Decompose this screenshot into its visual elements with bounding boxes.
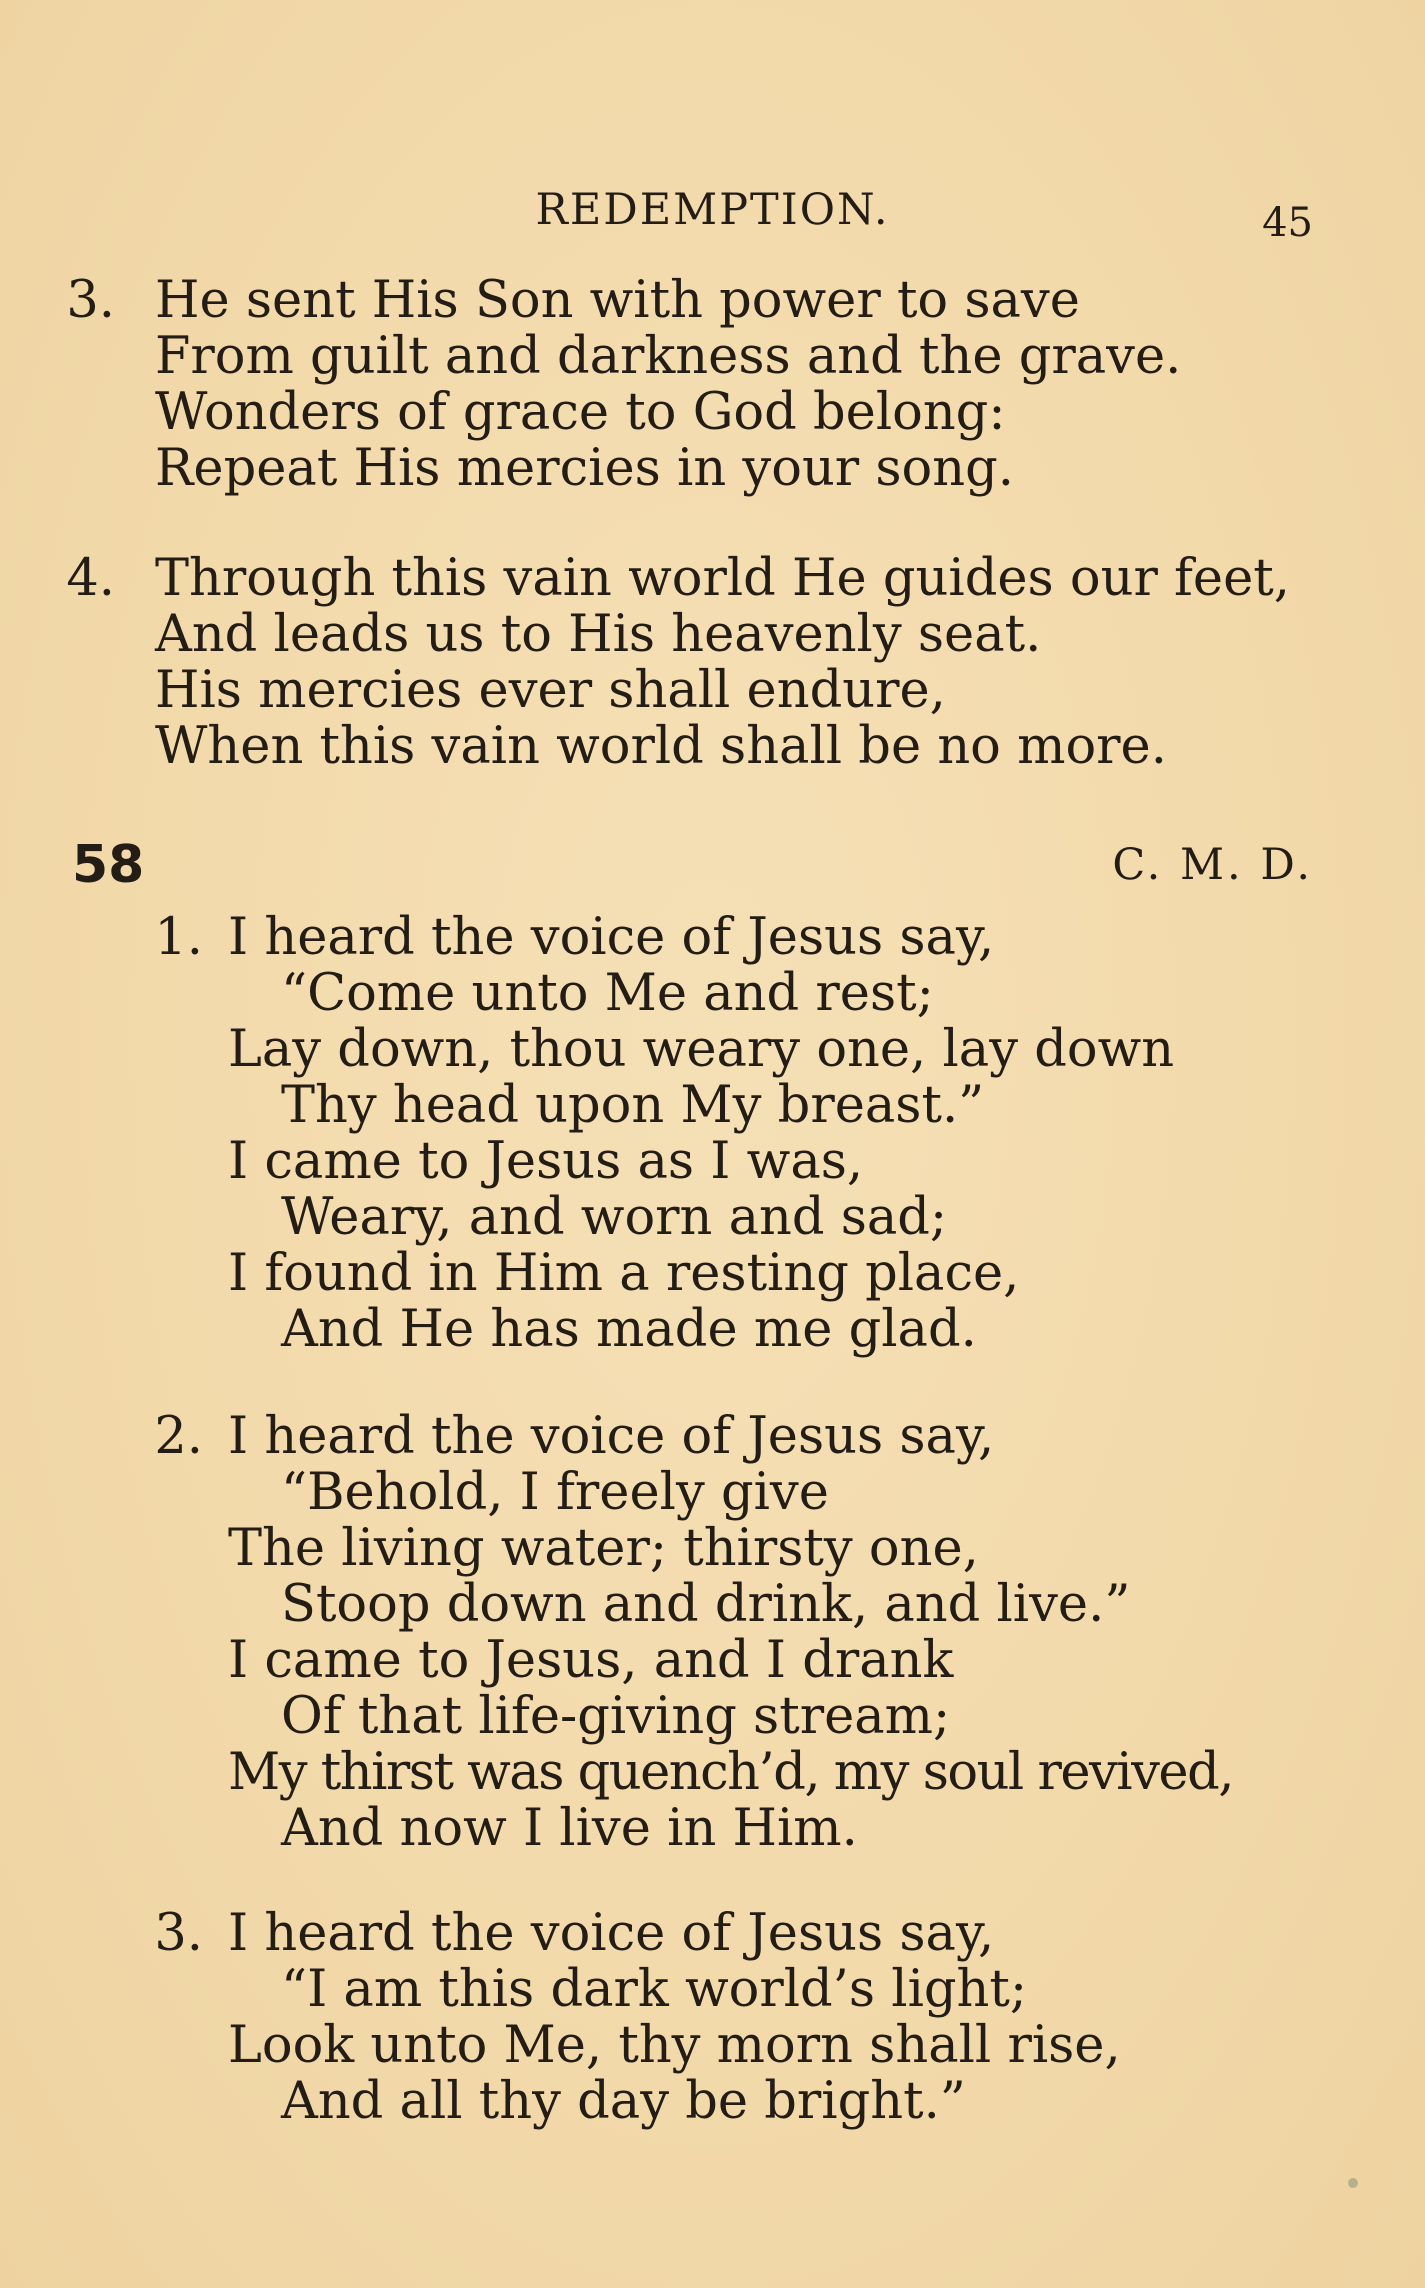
verse-line: His mercies ever shall endure, — [155, 661, 946, 720]
verse-line: I found in Him a resting place, — [228, 1244, 1020, 1303]
verse-line: And now I live in Him. — [281, 1799, 858, 1858]
hymn-stanza-3 — [154, 1904, 1121, 2131]
verse-line: “Behold, I freely give — [281, 1463, 829, 1522]
hymn-number: 58 — [72, 835, 145, 895]
verse-line: He sent His Son with power to save — [155, 271, 1080, 330]
verse-line: I heard the voice of Jesus say, — [228, 908, 995, 967]
verse-line: When this vain world shall be no more. — [155, 717, 1167, 776]
verse-line: Lay down, thou weary one, lay down — [228, 1020, 1175, 1079]
paper-stain — [1348, 2178, 1358, 2188]
verse-line: Look unto Me, thy morn shall rise, — [228, 2016, 1121, 2075]
stanza-number: 2. — [154, 1407, 203, 1466]
verse-line: From guilt and darkness and the grave. — [155, 327, 1182, 386]
verse-line: Thy head upon My breast.” — [281, 1076, 985, 1135]
stanza-number: 4. — [66, 549, 115, 608]
verse-line: And all thy day be bright.” — [281, 2072, 966, 2131]
verse-line: I heard the voice of Jesus say, — [228, 1904, 995, 1963]
verse-line: The living water; thirsty one, — [228, 1519, 979, 1578]
page-number: 45 — [1262, 200, 1313, 246]
verse-line: Through this vain world He guides our feet, — [155, 549, 1290, 608]
verse-line: “Come unto Me and rest; — [281, 964, 934, 1023]
verse-line: And leads us to His heavenly seat. — [155, 605, 1042, 664]
verse-line: Repeat His mercies in your song. — [155, 439, 1014, 498]
stanza-number: 3. — [66, 271, 115, 330]
verse-line: I came to Jesus as I was, — [228, 1132, 864, 1191]
verse-line: I came to Jesus, and I drank — [228, 1631, 954, 1690]
running-head: REDEMPTION. — [535, 185, 890, 235]
hymn-stanza-1 — [154, 908, 1175, 1359]
stanza-number: 1. — [154, 908, 203, 967]
verse-line: Weary, and worn and sad; — [281, 1188, 948, 1247]
verse-line: “I am this dark world’s light; — [281, 1960, 1028, 2019]
hymn-stanza-2 — [154, 1407, 1233, 1858]
verse-line: Stoop down and drink, and live.” — [281, 1575, 1131, 1634]
verse-line: I heard the voice of Jesus say, — [228, 1407, 995, 1466]
verse-line: Of that life-giving stream; — [281, 1687, 951, 1746]
verse-line: And He has made me glad. — [281, 1300, 977, 1359]
verse-line: Wonders of grace to God belong: — [155, 383, 1006, 442]
prev-stanza-4 — [66, 549, 1290, 776]
verse-line: My thirst was quench’d, my soul revived, — [228, 1743, 1233, 1802]
hymn-meter: C. M. D. — [1112, 840, 1313, 890]
prev-stanza-3 — [66, 271, 1182, 498]
stanza-number: 3. — [154, 1904, 203, 1963]
